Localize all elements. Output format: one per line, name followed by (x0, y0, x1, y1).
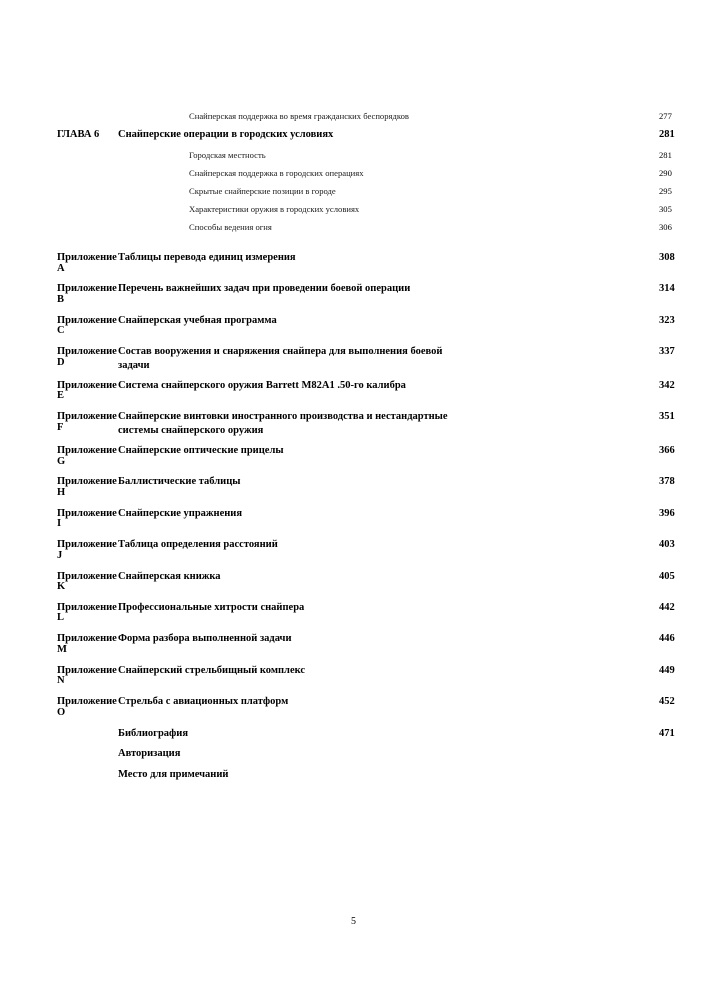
toc-entry-label: Приложение N (57, 664, 117, 687)
toc-entry-title-line1: Снайперские винтовки иностранного производства и нестандартные (118, 411, 448, 423)
toc-entry-page: 396 (659, 507, 675, 519)
toc-entry-title: Баллистические таблицы (118, 476, 241, 488)
toc-entry-page: 351 (659, 411, 675, 423)
toc-entry[interactable] (0, 284, 707, 305)
toc-entry[interactable] (0, 223, 707, 232)
toc-entry-page: 378 (659, 476, 675, 488)
toc-entry-title: Место для примечаний (118, 769, 229, 781)
toc-entry[interactable] (0, 187, 707, 196)
toc-entry-label: Приложение G (57, 445, 117, 467)
toc-entry-page: 452 (659, 696, 675, 708)
toc-entry-title: Стрельба с авиационных платформ (118, 696, 289, 708)
toc-entry-label: Приложение D (57, 346, 117, 368)
toc-entry[interactable] (0, 572, 707, 593)
toc-entry-page: 308 (659, 252, 675, 264)
toc-entry-label: Приложение O (57, 696, 117, 718)
toc-entry-page: 403 (659, 539, 675, 551)
toc-entry-page: 305 (659, 203, 672, 214)
table-of-contents (0, 112, 707, 791)
toc-entry-label: Приложение C (57, 314, 117, 337)
toc-entry-page: 295 (659, 185, 672, 196)
toc-entry-title: Библиография (118, 727, 189, 739)
toc-entry-title: Снайперские оптические прицелы (118, 445, 284, 456)
toc-entry[interactable] (0, 603, 707, 624)
toc-entry[interactable] (0, 130, 707, 141)
toc-entry-label: Приложение E (57, 379, 117, 402)
toc-entry-label: Приложение K (57, 570, 117, 593)
toc-entry-page: 306 (659, 221, 672, 232)
toc-entry-page: 405 (659, 570, 675, 582)
toc-entry-page: 366 (659, 445, 675, 456)
toc-entry-label: Приложение B (57, 283, 117, 305)
toc-entry-page: 342 (659, 379, 675, 391)
toc-entry-label: Приложение F (57, 411, 117, 433)
toc-entry-title: Способы ведения огня (189, 221, 272, 232)
toc-entry-title: Снайперский стрельбищный комплекс (118, 664, 306, 676)
toc-entry[interactable] (0, 697, 707, 718)
toc-entry[interactable] (0, 477, 707, 498)
toc-entry[interactable] (0, 666, 707, 687)
toc-entry-page: 281 (659, 149, 672, 160)
toc-entry-title: Снайперская учебная программа (118, 314, 277, 326)
toc-entry[interactable] (0, 749, 707, 760)
toc-entry-title: Перечень важнейших задач при проведении боевой операции (118, 283, 411, 295)
toc-entry[interactable] (0, 770, 707, 781)
toc-entry-label: Приложение M (57, 633, 117, 655)
toc-entry-label: Приложение H (57, 476, 117, 498)
toc-entry[interactable] (0, 151, 707, 160)
toc-entry-title: Снайперская поддержка в городских операциях (189, 167, 364, 178)
toc-entry[interactable] (0, 540, 707, 561)
toc-entry-title: Снайперская книжка (118, 570, 221, 582)
toc-entry[interactable] (0, 112, 707, 121)
toc-entry-page: 314 (659, 283, 675, 295)
toc-entry-page: 442 (659, 601, 675, 613)
toc-entry[interactable] (0, 381, 707, 402)
toc-entry-page: 281 (659, 129, 675, 141)
toc-entry-title: Таблицы перевода единиц измерения (118, 252, 296, 264)
page-number: 5 (351, 916, 356, 927)
toc-entry-title: Снайперские операции в городских условиях (118, 129, 334, 141)
toc-entry-label: Приложение I (57, 507, 117, 530)
toc-entry[interactable] (0, 634, 707, 655)
toc-entry-label: Приложение A (57, 252, 117, 274)
toc-entry-title: Снайперские упражнения (118, 507, 243, 519)
toc-entry-page: 290 (659, 167, 672, 178)
toc-entry-title: Снайперская поддержка во время гражданских беспорядков (189, 111, 409, 121)
toc-entry[interactable] (0, 169, 707, 178)
toc-entry[interactable] (0, 205, 707, 214)
toc-entry-title: Авторизация (118, 748, 181, 760)
toc-entry-title-line2: задачи (118, 359, 150, 371)
toc-entry-label: Приложение J (57, 539, 117, 561)
toc-entry-page: 449 (659, 664, 675, 676)
toc-entry-title: Система снайперского оружия Barrett M82A1 .50-го калибра (118, 379, 406, 391)
toc-entry-page: 446 (659, 633, 675, 645)
toc-entry[interactable] (0, 446, 707, 467)
toc-entry[interactable] (0, 316, 707, 337)
toc-entry[interactable] (0, 729, 707, 740)
toc-entry-page: 277 (659, 111, 672, 121)
toc-entry-label: ГЛАВА 6 (57, 129, 100, 141)
toc-entry-title (118, 347, 647, 371)
toc-entry-page: 471 (659, 727, 675, 739)
toc-entry[interactable] (0, 253, 707, 274)
toc-entry[interactable] (0, 509, 707, 530)
toc-entry-title: Профессиональные хитрости снайпера (118, 601, 305, 613)
toc-entry-title: Скрытые снайперские позиции в городе (189, 185, 336, 196)
toc-entry-title: Городская местность (189, 149, 266, 160)
toc-entry[interactable] (0, 412, 707, 436)
toc-entry-page: 323 (659, 314, 675, 326)
toc-entry-title: Характеристики оружия в городских условиях (189, 203, 360, 214)
toc-entry-title (118, 412, 647, 436)
toc-entry-title-line2: системы снайперского оружия (118, 425, 264, 436)
toc-entry-page: 337 (659, 346, 675, 358)
toc-entry-title: Таблица определения расстояний (118, 539, 278, 551)
toc-entry-title-line1: Состав вооружения и снаряжения снайпера для выполнения боевой (118, 346, 443, 358)
toc-entry[interactable] (0, 347, 707, 371)
toc-entry-title: Форма разбора выполненной задачи (118, 633, 292, 645)
toc-entry-label: Приложение L (57, 601, 117, 624)
